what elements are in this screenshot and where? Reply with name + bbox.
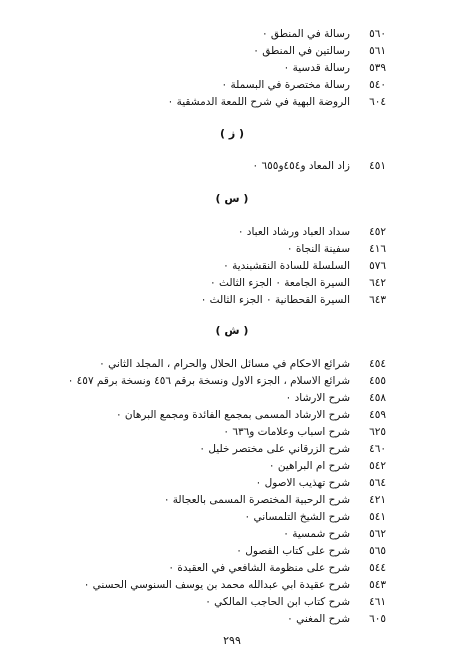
index-entry xyxy=(20,475,386,491)
index-entry xyxy=(20,373,386,389)
index-entry xyxy=(20,441,386,457)
section-heading: ( ز ) xyxy=(219,127,245,140)
index-entry xyxy=(20,611,386,627)
entry-number: ٤٢١ xyxy=(369,494,386,506)
index-entry xyxy=(20,509,386,525)
index-entry xyxy=(20,43,386,59)
entry-number: ٥٤١ xyxy=(369,511,386,523)
entry-number: ٥٦٢ xyxy=(369,528,386,540)
entry-number: ٤٦٠ xyxy=(369,443,386,455)
entry-title: رسالة قدسية ٠ xyxy=(283,62,350,74)
entry-title: شرح الشيخ التلمساني ٠ xyxy=(244,511,350,523)
entry-title: شرح المغني ٠ xyxy=(287,613,350,625)
entry-title: شرح كتاب ابن الحاجب المالكي ٠ xyxy=(205,596,350,608)
entry-number: ٥٤٠ xyxy=(369,79,386,91)
index-entry xyxy=(20,577,386,593)
entry-number: ٤٥٥ xyxy=(369,375,386,387)
entry-number: ٥٦٥ xyxy=(369,545,386,557)
entry-title: شرح على كتاب الفصول ٠ xyxy=(236,545,350,557)
entry-number: ٤٥١ xyxy=(369,160,386,172)
entry-title: رسالتين في المنطق ٠ xyxy=(253,45,350,57)
entry-number: ٥٤٤ xyxy=(369,562,386,574)
entry-title: رسالة في المنطق ٠ xyxy=(261,28,350,40)
entry-title: شرح اسباب وعلامات و٦٣٦ ٠ xyxy=(223,426,350,438)
entry-title: شرائع الاحكام في مسائل الحلال والحرام ، المجلد الثاني ٠ xyxy=(99,358,350,370)
entry-number: ٥٦٤ xyxy=(369,477,386,489)
entry-number: ٤١٦ xyxy=(369,243,386,255)
index-entry xyxy=(20,292,386,308)
index-entry xyxy=(20,275,386,291)
entry-number: ٥٦١ xyxy=(369,45,386,57)
entry-number: ٤٥٩ xyxy=(369,409,386,421)
index-entry xyxy=(20,356,386,372)
entry-number: ٦٤٣ xyxy=(369,294,386,306)
entry-title: شرائع الاسلام ، الجزء الاول ونسخة برقم ٤٥٦ ونسخة برقم ٤٥٧ ٠ xyxy=(67,375,350,387)
entry-title: السيرة الجامعة ٠ الجزء الثالث ٠ xyxy=(210,277,350,289)
index-entry xyxy=(20,60,386,76)
entry-title: شرح عقيدة ابي عبدالله محمد بن يوسف السنوسي الحسني ٠ xyxy=(83,579,350,591)
entry-title: شرح الارشاد المسمى بمجمع الفائدة ومجمع البرهان ٠ xyxy=(115,409,350,421)
entry-title: زاد المعاد و٤٥٤و٦٥٥ ٠ xyxy=(252,160,350,172)
entry-title: الروضة البهية في شرح اللمعة الدمشقية ٠ xyxy=(167,96,350,108)
entry-number: ٤٥٢ xyxy=(369,226,386,238)
entry-title: سداد العباد ورشاد العباد ٠ xyxy=(237,226,350,238)
entry-number: ٥٣٩ xyxy=(369,62,386,74)
entry-number: ٤٥٨ xyxy=(369,392,386,404)
entry-number: ٦٢٥ xyxy=(369,426,386,438)
page-number: ٢٩٩ xyxy=(223,634,241,647)
entry-title: رسالة مختصرة في البسملة ٠ xyxy=(221,79,350,91)
entry-title: شرح الزرقاني على مختصر خليل ٠ xyxy=(199,443,350,455)
entry-title: السيرة القحطانية ٠ الجزء الثالث ٠ xyxy=(200,294,350,306)
index-entry xyxy=(20,158,386,174)
entry-title: شرح الرحبية المختصرة المسمى بالعجالة ٠ xyxy=(163,494,350,506)
index-entry xyxy=(20,526,386,542)
index-entry xyxy=(20,77,386,93)
index-entry xyxy=(20,94,386,110)
entry-title: شرح على منظومة الشافعي في العقيدة ٠ xyxy=(168,562,350,574)
entry-number: ٤٦١ xyxy=(369,596,386,608)
entry-title: شرح الارشاد ٠ xyxy=(285,392,350,404)
entry-title: سفينة النجاة ٠ xyxy=(286,243,350,255)
index-entry xyxy=(20,241,386,257)
index-entry xyxy=(20,390,386,406)
index-entry xyxy=(20,224,386,240)
index-entry xyxy=(20,424,386,440)
index-entry xyxy=(20,560,386,576)
entry-number: ٦٤٢ xyxy=(369,277,386,289)
section-heading: ( ش ) xyxy=(215,324,249,337)
entry-title: شرح شمسية ٠ xyxy=(283,528,350,540)
index-entry xyxy=(20,407,386,423)
entry-number: ٥٧٦ xyxy=(369,260,386,272)
entry-number: ٦٠٥ xyxy=(369,613,386,625)
entry-title: شرح ام البراهين ٠ xyxy=(268,460,350,472)
entry-number: ٥٤٢ xyxy=(369,460,386,472)
entry-title: شرح تهذيب الاصول ٠ xyxy=(255,477,350,489)
entry-number: ٥٦٠ xyxy=(369,28,386,40)
index-entry xyxy=(20,594,386,610)
index-entry xyxy=(20,258,386,274)
index-entry xyxy=(20,458,386,474)
entry-number: ٥٤٣ xyxy=(369,579,386,591)
index-entry xyxy=(20,543,386,559)
section-heading: ( س ) xyxy=(215,192,249,205)
entry-title: السلسلة للسادة النقشبندية ٠ xyxy=(223,260,350,272)
entry-number: ٤٥٤ xyxy=(369,358,386,370)
index-entry xyxy=(20,492,386,508)
entry-number: ٦٠٤ xyxy=(369,96,386,108)
index-entry xyxy=(20,26,386,42)
